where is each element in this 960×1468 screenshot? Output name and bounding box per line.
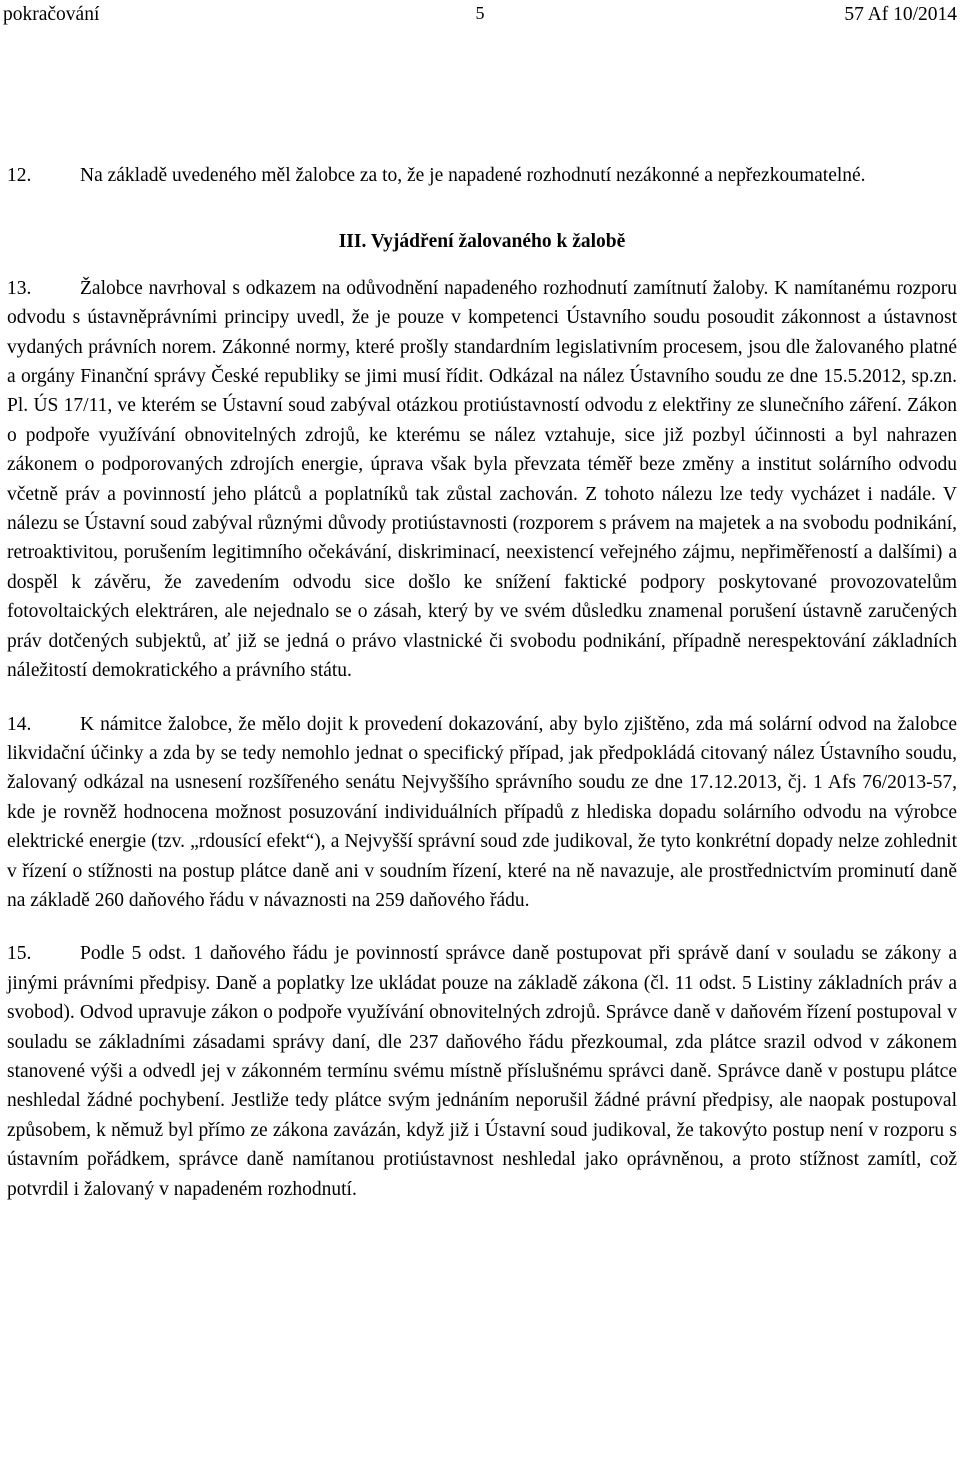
paragraph-number: 13.	[7, 277, 32, 299]
paragraph-15	[7, 939, 957, 1204]
paragraph-text: Žalobce navrhoval s odkazem na odůvodnění napadeného rozhodnutí zamítnutí žaloby. K namítanému rozporu odvodu s ústavněprávními principy uvedl, že je pouze v kompetenci Ústavního soudu posoudit zákonnost a ústavnost vydaných právních norem. Zákonné normy, které prošly standardním legislativním procesem, jsou dle žalovaného platné a orgány Finanční správy České republiky se jimi musí řídit. Odkázal na nález Ústavního soudu ze dne 15.5.2012, sp.zn. Pl. ÚS 17/11, ve kterém se Ústavní soud zabýval otázkou protiústavností odvodu z elektřiny ze slunečního záření. Zákon o podpoře využívání obnovitelných zdrojů, ke kterému se nález vztahuje, sice již pozbyl účinnosti a byl nahrazen zákonem o podporovaných zdrojích energie, úprava však byla převzata téměř beze změny a institut solárního odvodu včetně práv a povinností jeho plátců a poplatníků tak zůstal zachován. Z tohoto nálezu lze tedy vycházet i nadále. V nálezu se Ústavní soud zabýval různými důvody protiústavnosti (rozporem s právem na majetek a na svobodu podnikání, retroaktivitou, porušením legitimního očekávání, diskriminací, neexistencí veřejného zájmu, nepřiměřeností a dalšími) a dospěl k závěru, že zavedením odvodu sice došlo ke snížení faktické podpory poskytované provozovatelům fotovoltaických elektráren, ale nejednalo se o zásah, který by ve svém důsledku znamenal porušení ústavně zaručených práv dotčených subjektů, ať již se jedná o právo vlastnické či svobodu podnikání, případně nerespektování základních náležitostí demokratického a právního státu.	[7, 277, 957, 682]
paragraph-14	[7, 710, 957, 916]
header-page-number: 5	[475, 3, 485, 23]
page-header	[3, 0, 957, 30]
paragraph-number: 15.	[7, 943, 32, 965]
paragraph-13	[7, 274, 957, 686]
paragraph-number: 14.	[7, 713, 32, 735]
paragraph-text: Na základě uvedeného měl žalobce za to, že je napadené rozhodnutí nezákonné a nepřezkoumatelné.	[80, 165, 866, 186]
paragraph-text: K námitce žalobce, že mělo dojit k provedení dokazování, aby bylo zjištěno, zda má solární odvod na žalobce likvidační účinky a zda by se tedy nemohlo jednat o specifický případ, jak předpokládá citovaný nález Ústavního soudu, žalovaný odkázal na usnesení rozšířeného senátu Nejvyššího správního soudu ze dne 17.12.2013, čj. 1 Afs 76/2013-57, kde je rovněž hodnocena možnost posuzování individuálních případů z hlediska dopadu solárního odvodu na výrobce elektrické energie (tzv. „rdousící efekt“), a Nejvyšší správní soud zde judikoval, že tyto konkrétní dopady nelze zohlednit v řízení o stížnosti na postup plátce daně ani v soudním řízení, které na ně navazuje, ale prostřednictvím prominutí daně na základě 260 daňového řádu v návaznosti na 259 daňového řádu.	[7, 713, 957, 911]
paragraph-12	[7, 161, 957, 190]
paragraph-number: 12.	[7, 165, 32, 186]
document-body	[7, 161, 957, 1204]
header-continuation-label: pokračování	[3, 4, 100, 25]
section-heading: III. Vyjádření žalovaného k žalobě	[338, 231, 626, 253]
paragraph-text: Podle 5 odst. 1 daňového řádu je povinností správce daně postupovat při správě daní v souladu se zákony a jinými právními předpisy. Daně a poplatky lze ukládat pouze na základě zákona (čl. 11 odst. 5 Listiny základních práv a svobod). Odvod upravuje zákon o podpoře využívání obnovitelných zdrojů. Správce daně v daňovém řízení postupoval v souladu se základními zásadami správy daní, dle 237 daňového řádu přezkoumal, zda plátce srazil odvod v zákonem stanovené výši a odvedl jej v zákonném termínu svému místně příslušnému správci daně. Správce daně v postupu plátce neshledal žádné pochybení. Jestliže tedy plátce svým jednáním neporušil žádné právní předpisy, ale naopak postupoval způsobem, k němuž byl přímo ze zákona zavázán, když již i Ústavní soud judikoval, že takovýto postup není v rozporu s ústavním pořádkem, správce daně namítanou protiústavnost neshledal jako oprávněnou, a proto stížnost zamítl, což potvrdil i žalovaný v napadeném rozhodnutí.	[7, 943, 957, 1200]
header-case-number: 57 Af 10/2014	[844, 4, 957, 25]
